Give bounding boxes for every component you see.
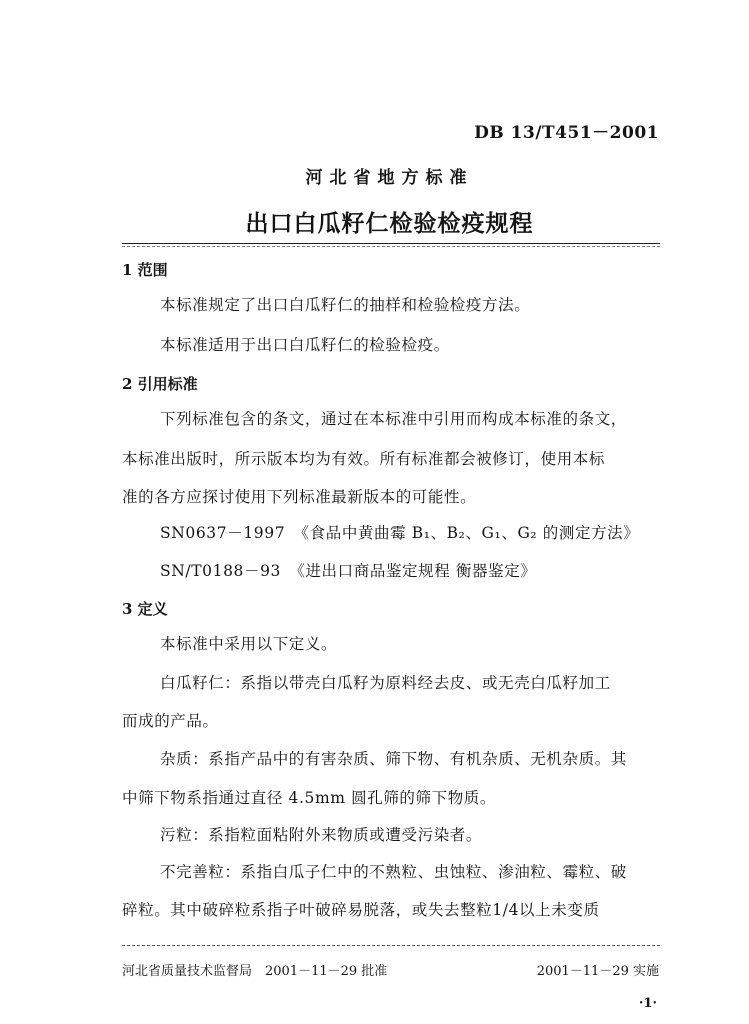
definition-4-line-1: 不完善粒：系指白瓜子仁中的不熟粒、虫蚀粒、渗油粒、霉粒、破	[160, 863, 627, 881]
section-2-paragraph-line-3: 准的各方应探讨使用下列标准最新版本的可能性。	[122, 488, 477, 506]
footer-effective-date: 2001－11－29 实施	[536, 964, 659, 979]
definition-3: 污粒：系指粒面粘附外来物质或遭受污染者。	[160, 826, 483, 844]
page-number: ·1·	[638, 996, 657, 1011]
reference-standard-1: SN0637－1997 《食品中黄曲霉 B₁、B₂、G₁、G₂ 的测定方法》	[160, 524, 640, 542]
footer-issuer: 河北省质量技术监督局 2001－11－29 批准	[122, 964, 388, 979]
definition-1-line-1: 白瓜籽仁：系指以带壳白瓜籽为原料经去皮、或无壳白瓜籽加工	[160, 674, 611, 692]
footer-divider	[122, 945, 660, 946]
title-divider	[122, 243, 660, 244]
definition-4-line-2: 碎粒。其中破碎粒系指子叶破碎易脱落，或失去整粒1/4以上未变质	[122, 901, 600, 919]
reference-standard-2: SN/T0188－93 《进出口商品鉴定规程 衡器鉴定》	[160, 562, 537, 580]
section-1-paragraph-2: 本标准适用于出口白瓜籽仁的检验检疫。	[160, 336, 450, 354]
section-2-paragraph-line-2: 本标准出版时，所示版本均为有效。所有标准都会被修订，使用本标	[122, 450, 606, 468]
section-1-paragraph-1: 本标准规定了出口白瓜籽仁的抽样和检验检疫方法。	[160, 296, 531, 314]
document-title: 出口白瓜籽仁检验检疫规程	[245, 210, 534, 237]
title-divider-secondary	[122, 246, 660, 247]
definition-2-line-2: 中筛下物系指通过直径 4.5mm 圆孔筛的筛下物质。	[122, 789, 497, 807]
section-1-heading: 1 范围	[122, 261, 168, 279]
definition-2-line-1: 杂质：系指产品中的有害杂质、筛下物、有机杂质、无机杂质。其	[160, 750, 627, 768]
standard-number: DB 13/T451－2001	[474, 123, 659, 143]
definition-1-line-2: 而成的产品。	[122, 712, 219, 730]
standard-category: 河北省地方标准	[305, 168, 474, 188]
section-2-paragraph-line-1: 下列标准包含的条文，通过在本标准中引用而构成本标准的条文，	[160, 410, 627, 428]
section-3-paragraph-1: 本标准中采用以下定义。	[160, 635, 338, 653]
section-3-heading: 3 定义	[122, 600, 168, 618]
section-2-heading: 2 引用标准	[122, 375, 198, 393]
